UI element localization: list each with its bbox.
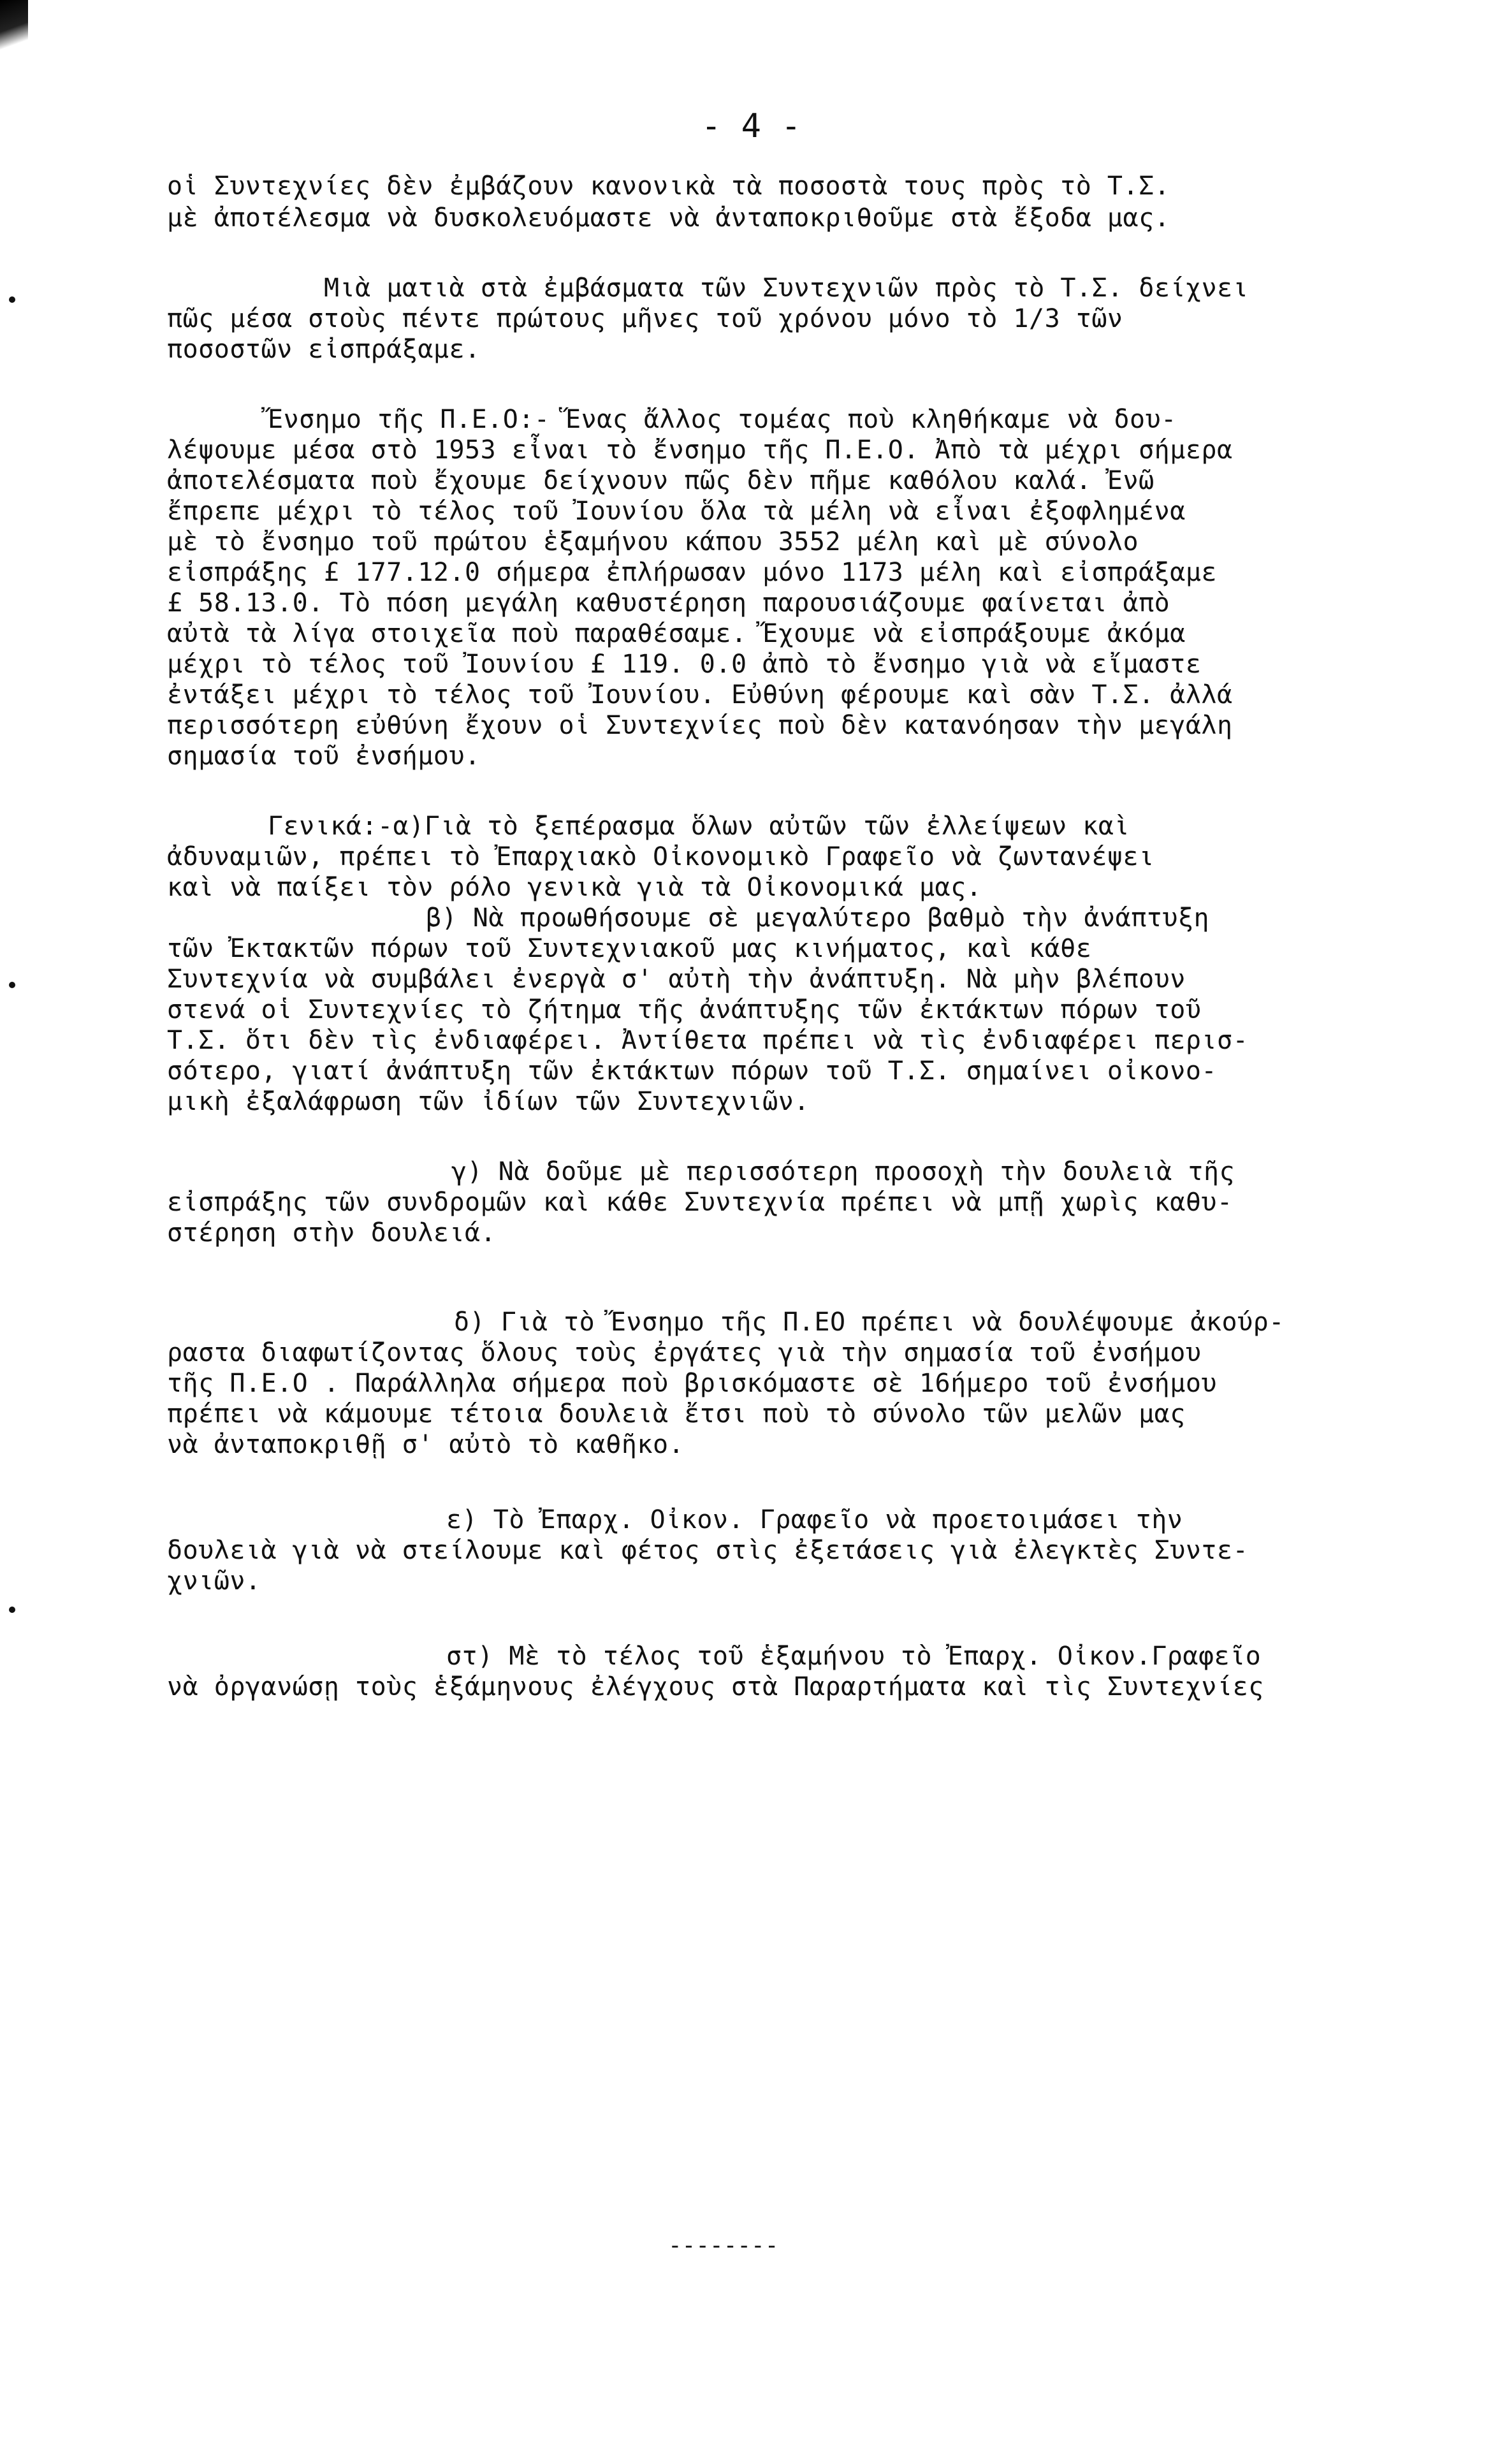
page-number: - 4 - <box>701 107 801 145</box>
text-line: μὲ ἀποτέλεσμα νὰ δυσκολευόμαστε νὰ ἀνταποκριθοῦμε στὰ ἔξοδα μας. <box>167 203 1170 233</box>
margin-dot <box>9 296 15 303</box>
text-line: ἀποτελέσματα ποὺ ἔχουμε δείχνουν πῶς δὲν πῆμε καθόλου καλά. Ἐνῶ <box>167 466 1154 495</box>
margin-dot <box>9 982 15 988</box>
text-line: Μιὰ ματιὰ στὰ ἐμβάσματα τῶν Συντεχνιῶν πρὸς τὸ Τ.Σ. δείχνει <box>324 273 1249 303</box>
text-line: εἰσπράξης τῶν συνδρομῶν καὶ κάθε Συντεχνία πρέπει νὰ μπῇ χωρὶς καθυ- <box>167 1188 1233 1217</box>
text-line: τῶν Ἐκτακτῶν πόρων τοῦ Συντεχνιακοῦ μας κινήματος, καὶ κάθε <box>167 934 1092 963</box>
text-line: δουλειὰ γιὰ νὰ στείλουμε καὶ φέτος στὶς ἐξετάσεις γιὰ ἐλεγκτὲς Συντε- <box>167 1536 1249 1565</box>
text-line: πῶς μέσα στοὺς πέντε πρώτους μῆνες τοῦ χρόνου μόνο τὸ 1/3 τῶν <box>167 304 1123 333</box>
text-line: Συντεχνία νὰ συμβάλει ἐνεργὰ σ' αὐτὴ τὴν ἀνάπτυξη. Νὰ μὴν βλέπουν <box>167 965 1186 994</box>
text-line: καὶ νὰ παίξει τὸν ρόλο γενικὰ γιὰ τὰ Οἰκονομικά μας. <box>167 873 982 902</box>
text-line: ἀδυναμιῶν, πρέπει τὸ Ἐπαρχιακὸ Οἰκονομικὸ Γραφεῖο νὰ ζωντανέψει <box>167 842 1154 871</box>
text-line: οἱ Συντεχνίες δὲν ἐμβάζουν κανονικὰ τὰ ποσοστὰ τους πρὸς τὸ Τ.Σ. <box>167 171 1170 201</box>
text-line: γ) Νὰ δοῦμε μὲ περισσότερη προσοχὴ τὴν δουλειὰ τῆς <box>451 1157 1235 1186</box>
text-line: μικὴ ἐξαλάφρωση τῶν ἰδίων τῶν Συντεχνιῶν. <box>167 1087 810 1116</box>
text-line: ραστα διαφωτίζοντας ὅλους τοὺς ἐργάτες γιὰ τὴν σημασία τοῦ ἐνσήμου <box>167 1338 1202 1367</box>
text-line: νὰ ἀνταποκριθῇ σ' αὐτὸ τὸ καθῆκο. <box>167 1430 685 1459</box>
text-line: αὐτὰ τὰ λίγα στοιχεῖα ποὺ παραθέσαμε. Ἔχουμε νὰ εἰσπράξουμε ἀκόμα <box>167 619 1186 648</box>
section-heading-ensimo: Ἔνσημο τῆς Π.Ε.Ο:- Ἕνας ἄλλος τομέας ποὺ κληθήκαμε νὰ δου- <box>268 405 1177 434</box>
text-line: τῆς Π.Ε.Ο . Παράλληλα σήμερα ποὺ βρισκόμαστε σὲ 16ήμερο τοῦ ἐνσήμου <box>167 1369 1217 1398</box>
text-line: ἐντάξει μέχρι τὸ τέλος τοῦ Ἰουνίου. Εὐθύνη φέρουμε καὶ σὰν Τ.Σ. ἀλλά <box>167 680 1233 710</box>
text-line: στέρηση στὴν δουλειά. <box>167 1218 497 1248</box>
text-line: β) Νὰ προωθήσουμε σὲ μεγαλύτερο βαθμὸ τὴν ἀνάπτυξη <box>426 903 1210 933</box>
text-line: ποσοστῶν εἰσπράξαμε. <box>167 335 481 364</box>
text-line: Τ.Σ. ὅτι δὲν τὶς ἐνδιαφέρει. Ἀντίθετα πρέπει νὰ τὶς ἐνδιαφέρει περισ- <box>167 1026 1249 1055</box>
scan-mark <box>0 0 28 61</box>
text-line: χνιῶν. <box>167 1566 261 1596</box>
text-line: νὰ ὀργανώσῃ τοὺς ἑξάμηνους ἐλέγχους στὰ Παραρτήματα καὶ τὶς Συντεχνίες <box>167 1672 1264 1702</box>
text-line: στ) Μὲ τὸ τέλος τοῦ ἑξαμήνου τὸ Ἐπαρχ. Οἰκον.Γραφεῖο <box>446 1642 1262 1671</box>
text-line: μὲ τὸ ἔνσημο τοῦ πρώτου ἑξαμήνου κάπου 3552 μέλη καὶ μὲ σύνολο <box>167 527 1139 557</box>
text-line: σημασία τοῦ ἐνσήμου. <box>167 741 481 771</box>
text-line: πρέπει νὰ κάμουμε τέτοια δουλειὰ ἔτσι ποὺ τὸ σύνολο τῶν μελῶν μας <box>167 1399 1186 1429</box>
text-line: £ 58.13.0. Τὸ πόση μεγάλη καθυστέρηση παρουσιάζουμε φαίνεται ἀπὸ <box>167 588 1170 618</box>
text-line: ε) Τὸ Ἐπαρχ. Οἰκον. Γραφεῖο νὰ προετοιμάσει τὴν <box>446 1505 1183 1535</box>
text-line: δ) Γιὰ τὸ Ἔνσημο τῆς Π.ΕΟ πρέπει νὰ δουλέψουμε ἀκούρ- <box>454 1308 1285 1337</box>
text-line: μέχρι τὸ τέλος τοῦ Ἰουνίου £ 119. 0.0 ἀπὸ τὸ ἔνσημο γιὰ νὰ εἴμαστε <box>167 650 1202 679</box>
text-line: περισσότερη εὐθύνη ἔχουν οἱ Συντεχνίες ποὺ δὲν κατανόησαν τὴν μεγάλη <box>167 711 1233 740</box>
text-line: σότερο, γιατί ἀνάπτυξη τῶν ἐκτάκτων πόρων τοῦ Τ.Σ. σημαίνει οἰκονο- <box>167 1056 1217 1086</box>
margin-dot <box>9 1607 15 1613</box>
text-line: λέψουμε μέσα στὸ 1953 εἶναι τὸ ἔνσημο τῆς Π.Ε.Ο. Ἀπὸ τὰ μέχρι σήμερα <box>167 435 1233 465</box>
section-heading-genika: Γενικά:-α)Γιὰ τὸ ξεπέρασμα ὅλων αὐτῶν τῶν ἐλλείψεων καὶ <box>268 812 1130 841</box>
text-line: στενά οἱ Συντεχνίες τὸ ζήτημα τῆς ἀνάπτυξης τῶν ἐκτάκτων πόρων τοῦ <box>167 995 1202 1024</box>
text-line: ἔπρεπε μέχρι τὸ τέλος τοῦ Ἰουνίου ὅλα τὰ μέλη νὰ εἶναι ἐξοφλημένα <box>167 497 1186 526</box>
separator-line: -------- <box>668 2233 779 2259</box>
text-line: εἰσπράξης £ 177.12.0 σήμερα ἐπλήρωσαν μόνο 1173 μέλη καὶ εἰσπράξαμε <box>167 558 1217 587</box>
